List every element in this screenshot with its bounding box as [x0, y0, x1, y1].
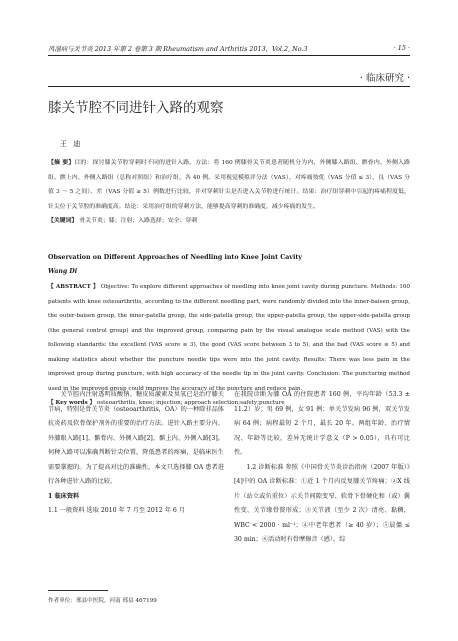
header-journal: 风湿病与关节炎 2013 年第 2 卷第 3 期 Rheumatism and Arthritis 2013，Vol.2, No.3: [48, 45, 308, 53]
running-header: [48, 44, 410, 53]
section-rule: [48, 86, 410, 87]
intro-paragraph: 关节腔内注射透明质酸钠、糖皮质激素及臭氧已是治疗膝关节病，特别是骨关节炎（osteoarthritis，OA）的一种除非品体抗炎药及软骨保护剂外的重要的治疗方法。进针入路主要分内、外膝眼入路[1]、髌骨内、外侧入路[2]、髌上内、外侧入路[3]。何种入路可以准确判断针尖位置、降低患者的疼痛，是临床医生需要掌握的。为了提高对比的准确性，本文只选择膝 OA 患者进行各种进针入路的比较。: [48, 391, 224, 485]
body-right-column: [234, 388, 410, 548]
english-abstract-text: Objective: To explore different approaches of needling into knee joint cavity during puncture. Methods: 160 patients with knee osteoarthritis, according to the different needling part, were randomly divided into the inner-baisen group, the outer-baisen group, the inner-patella group, the side-patella group, the upper-patella group, the upper-side-patella group (the general control group) and the improved group, comparing pain by the visual analogue scale method (VAS) with the following standards: the excellent (VAS score ≤ 3), the good (VAS score between 3 to 5), and the bad (VAS score ≥ 5) and making statistics about whether the puncture needle tips were into the joint cavity. Results: There was less pain in the improved group during puncture, with high accuracy of the needle tip in the joint cavity. Conclusion: The puncturing method used in the improved group could improve the accuracy of the puncture and reduce pain.: [48, 284, 410, 392]
section-heading: 1 临床资料: [48, 492, 80, 500]
header-page-number: · 15 ·: [393, 44, 410, 52]
english-abstract-label: 【 ABSTRACT 】: [48, 284, 99, 290]
body-left-column: [48, 388, 224, 519]
keywords-label: 【关键词】: [48, 217, 78, 224]
english-keywords-text: osteoarthritis, knee; injection; approach selection;safety;puncture: [96, 400, 285, 406]
chinese-abstract: [48, 156, 410, 229]
paper-title: 膝关节腔不同进针入路的观察: [48, 100, 224, 116]
header-rule: [48, 55, 410, 56]
abstract-text: 目的：探讨膝关节腔穿刺时不同的进针入路。方法：将 160 例膝骨关节炎患者随机分为内、外侧膝入路组、髌骨内、外侧入路组、髌上内、外侧入路组（总称对照组）和治疗组，各 40 例。采用视觉模拟评分法（VAS），对疼痛按优（VAS 分值 ≤ 3）、良（VAS 分值 3 ～ 5 之间）、差（VAS 分值 ≥ 5）例数进行比较，并对穿刺针尖是否进入关节腔进行统计。结果：治疗组穿刺中引起的疼痛程度低，针尖位于关节腔的准确度高。结论：采用治疗组的穿刺方法，能够提高穿刺的准确度，减少疼痛的发生。: [48, 160, 410, 210]
english-title: Observation on Different Approaches of Needling into Knee Joint Cavity: [48, 254, 302, 261]
author-name: 王 迪: [60, 140, 83, 148]
english-author: Wang Di: [48, 268, 78, 275]
patient-paragraph: 在我院诊断为膝 OA 的住院患者 160 例，平均年龄（53.3 ± 11.2）岁；男 69 例，女 91 例；单关节发病 96 例，双关节发病 64 例；病程最短 2 个月，最长 20 年。两组年龄、治疗情况、年龄等比较，差异无统计学意义（P > 0.05），具有可比性。: [234, 391, 410, 456]
keywords-text: 骨关节炎；膝；注射；入路选择；安全；穿刺: [79, 218, 198, 224]
section-label: · 临床研究 ·: [359, 73, 410, 84]
diagnosis-paragraph: 1.2 诊断标准 参照《中国骨关节炎诊治指南（2007 年版）》[4]中的 OA 诊断标准：①近 1 个月内反复膝关节疼痛；②X 线片（站立或负重位）示关节间隙变窄、软骨下骨硬化和（或）囊性变、关节缘骨赘形成；③关节液（至少 2 次）清亮、黏稠，WBC < 2000 · ml⁻¹；④中老年患者（≥ 40 岁）；⑤晨僵 ≤ 30 min；⑥活动时有骨摩擦音（感）。综: [234, 463, 410, 543]
english-keywords-label: 【 Key words 】: [48, 400, 96, 406]
footnote-rule: [48, 590, 108, 591]
author-affiliation-footnote: 作者单位：邢县中医院，河南 邢县 467199: [48, 598, 157, 604]
general-data-paragraph: 1.1 一般资料 选取 2010 年 7 月至 2012 年 6 月: [48, 507, 185, 514]
abstract-label: 【摘 要】: [48, 159, 75, 166]
